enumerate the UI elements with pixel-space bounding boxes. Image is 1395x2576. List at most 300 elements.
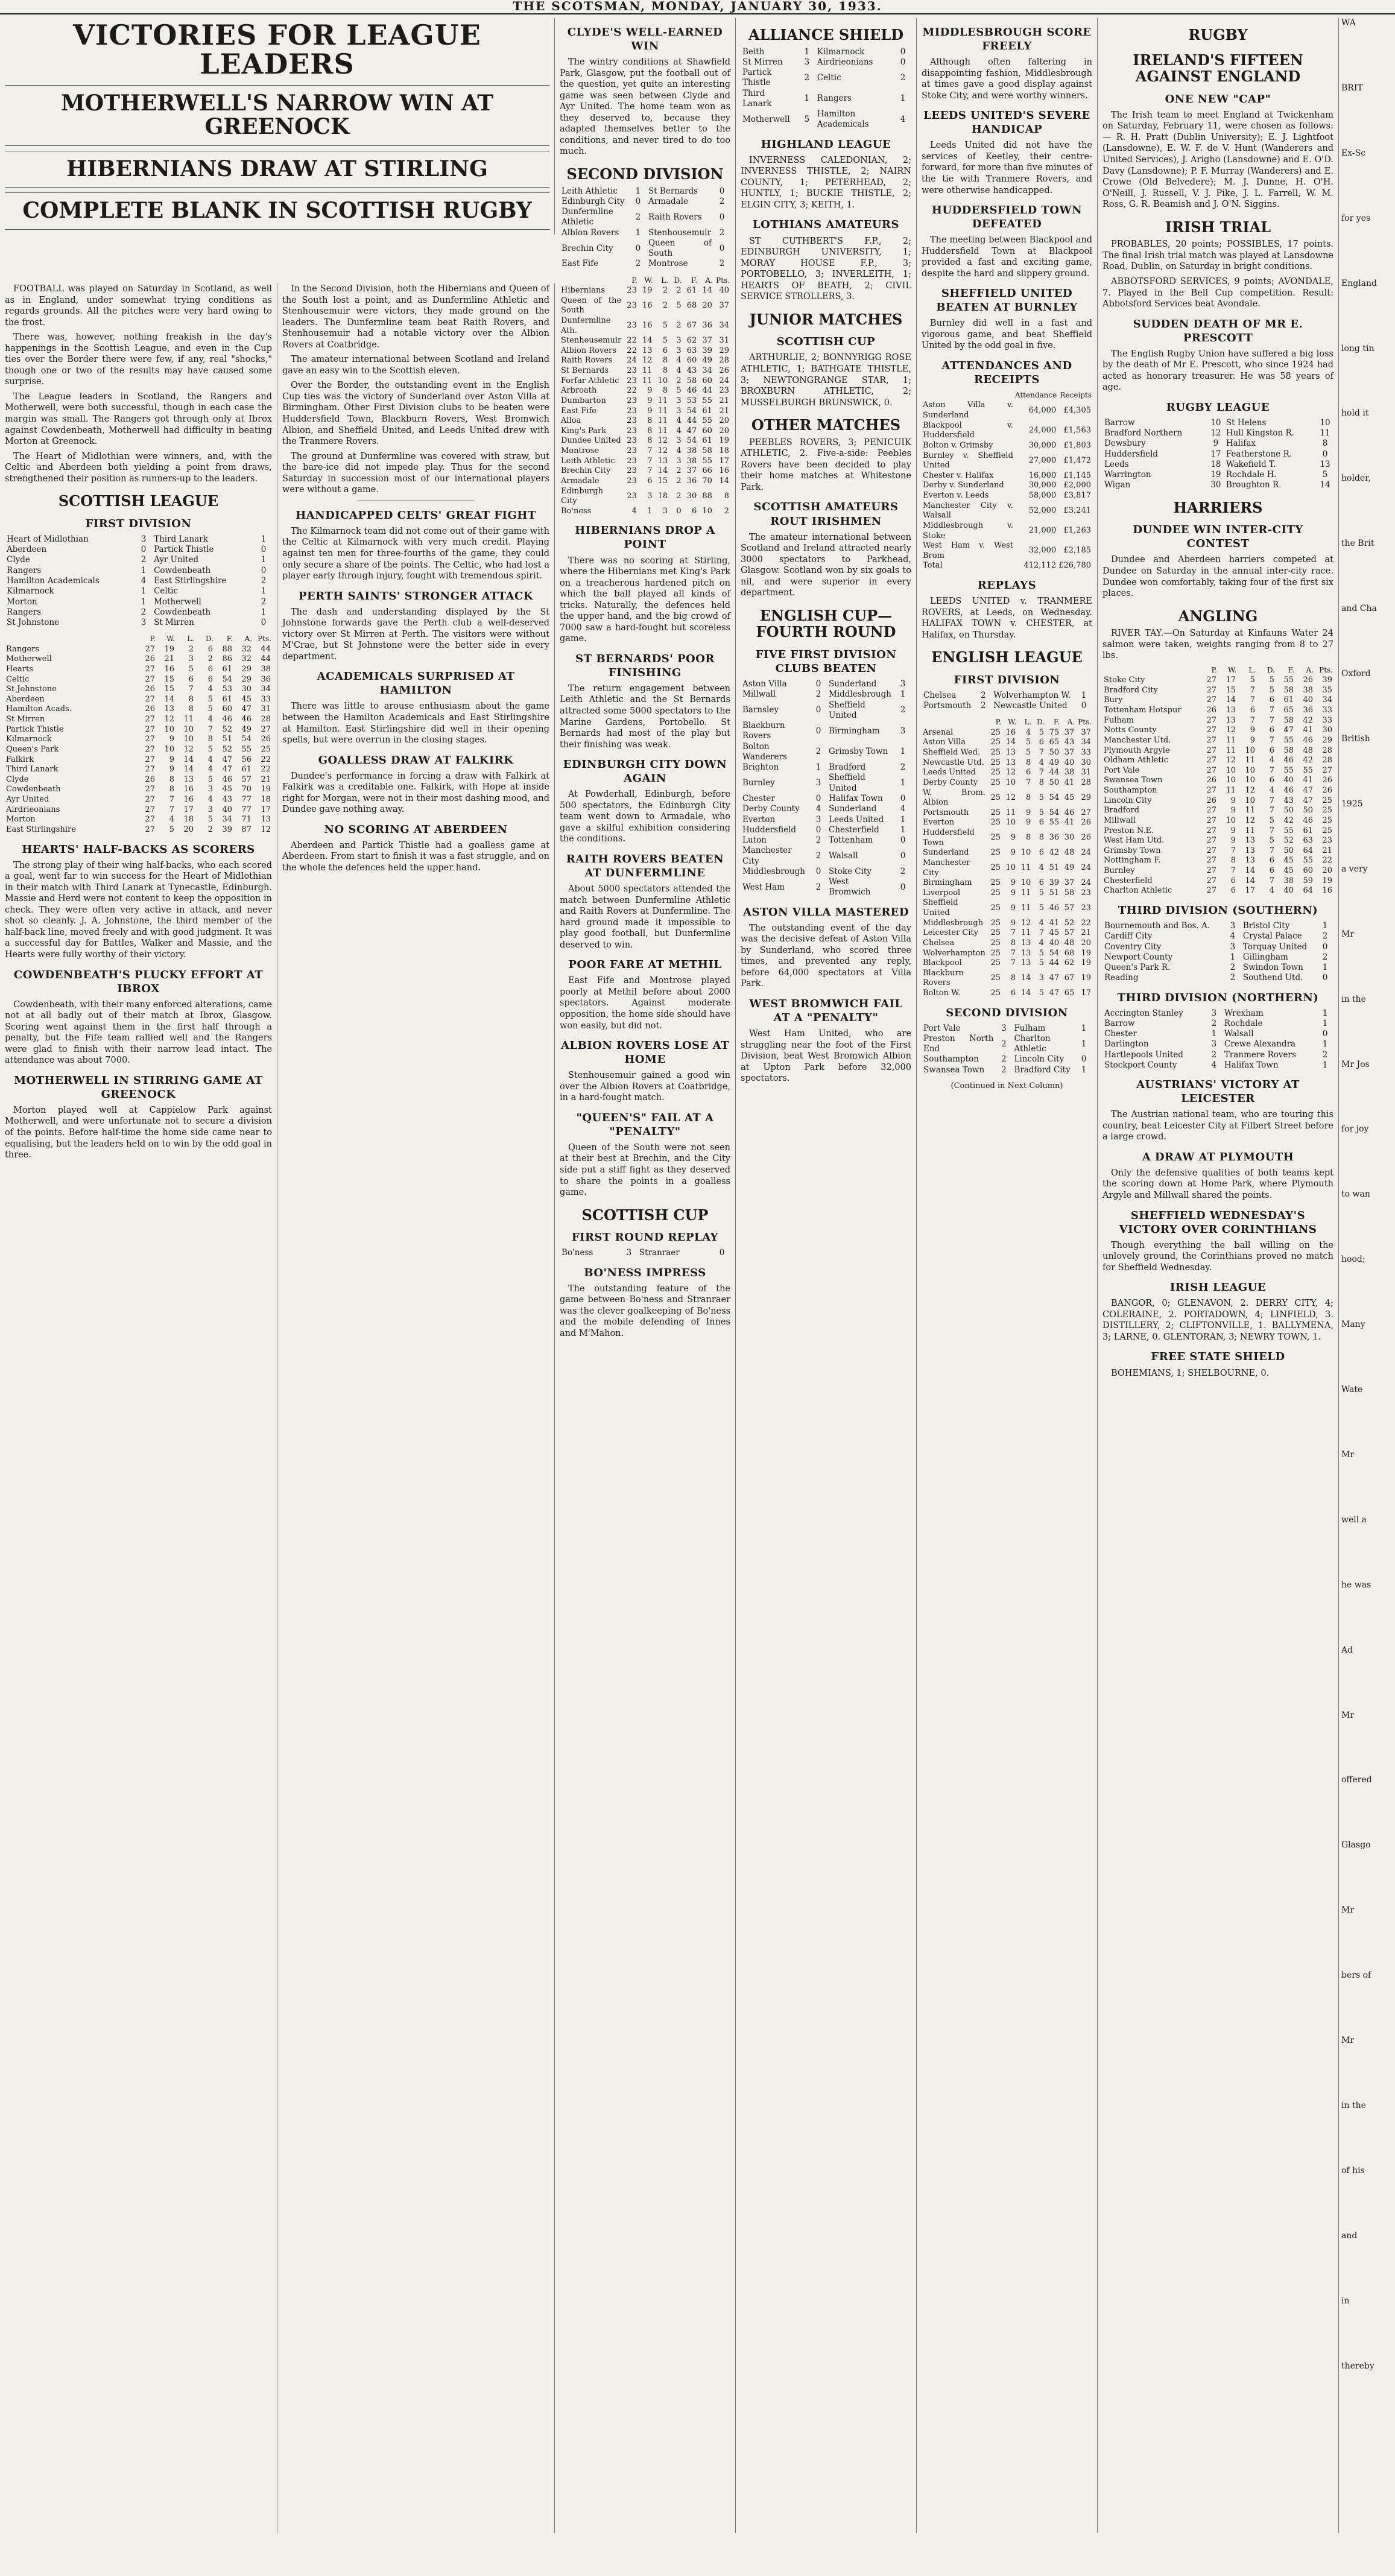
stat-cell: 58 [1283,745,1294,755]
stat-cell: 52,000 [1028,505,1057,515]
team-name: W. Brom. Albion [923,788,985,808]
sliver-line: in the [1341,994,1366,1004]
result-hs: 3 [1001,1023,1007,1033]
stat-cell: 22 [627,336,637,346]
result-row [922,1034,1092,1055]
result-hs: 2 [1230,973,1236,983]
team-name: Stoke City [1104,676,1145,685]
stat-cell: 4 [1039,918,1045,928]
stat-cell: £1,563 [1063,425,1091,435]
stat-cell: 54 [686,436,697,446]
second-div-table [1102,665,1333,896]
table-row [560,466,730,476]
stat-cell: 58 [702,446,712,456]
result-hs: 1 [1211,1029,1217,1039]
sliver-line: long tin [1341,343,1374,353]
stat-cell: 25 [261,744,271,754]
first-division-heading: FIRST DIVISION [85,517,192,530]
scottish-league-results [5,534,272,628]
table-row [5,755,272,765]
result-hs: 0 [141,545,147,555]
stat-cell: 9 [1230,796,1236,805]
result-as: 1 [1322,920,1328,931]
stat-cell: 60 [1303,866,1313,876]
stat-cell: 10 [164,744,174,754]
stat-cell: 55 [1283,826,1294,835]
stat-cell: 50 [1283,806,1294,815]
stat-cell: 21 [261,774,271,784]
table-row [1102,866,1333,876]
team-name: Raith Rovers [561,356,613,366]
team-name: Lincoln City [1104,796,1152,805]
team-name: Falkirk [6,755,34,764]
team-name: Middlesbrough [923,918,984,928]
stat-cell: 7 [1269,806,1274,815]
stat-cell: 2 [676,491,682,501]
stat-cell: 48 [1303,745,1313,755]
stat-cell: 15 [657,476,668,486]
stat-cell: 10 [1005,818,1016,828]
result-away: Armadale [648,196,689,206]
table-row [1102,816,1333,826]
stat-cell: 35 [1322,685,1332,695]
table-row [1102,876,1333,887]
result-hs: 0 [635,243,641,253]
team-name: Manchester Utd. [1104,735,1171,745]
stat-cell: 52 [1283,836,1294,846]
stat-cell: 19 [1081,973,1091,983]
result-hs: 1 [804,46,810,57]
stat-cell: 30,000 [1028,481,1057,490]
stat-cell: 4 [631,506,637,516]
result-row [741,815,911,825]
result-home: Swansea Town [923,1065,985,1075]
stat-cell: 7 [1250,685,1255,695]
team-name: Blackpool v. Huddersfield [923,420,1013,440]
harriers-heading: HARRIERS [1173,498,1263,516]
stat-cell: 75 [1049,727,1060,737]
result-hs: 0 [815,794,821,803]
stat-cell: 7 [1269,715,1274,725]
stat-cell: 25 [990,808,1001,817]
result-home: Coventry City [1104,941,1162,952]
westbrom-body: West Ham United, who are struggling near the foot of the First Division, beat West Bromwich Albion at Upton Park before 32,000 spectators. [741,1029,911,1084]
boness-body: The outstanding feature of the game between Bo'ness and Stranraer was the clever goalkeeping of Bo'ness and the mobile defending of Innes and M'Mahon. [560,1283,730,1338]
scottish-league-heading: SCOTTISH LEAGUE [58,492,219,510]
result-as: 0 [900,46,906,57]
result-home: Chester [742,794,775,803]
stat-cell: £2,185 [1063,546,1091,555]
stat-cell: 12 [1020,918,1031,928]
stat-cell: 9 [1010,918,1016,928]
stat-cell: 27 [145,715,155,724]
third-north-heading: THIRD DIVISION (NORTHERN) [1117,991,1319,1004]
stat-cell: 7 [647,456,653,466]
sliver-line: for yes [1341,213,1371,223]
amateur-heading: SCOTTISH AMATEURS ROUT IRISHMEN [753,501,899,528]
column-header: Pts. [258,635,271,644]
stat-cell: 11 [183,715,194,724]
stat-cell: 13 [1245,846,1255,855]
table-header [1102,665,1333,676]
sliver-line: England [1341,278,1378,288]
table-row [1102,846,1333,856]
stat-cell: 14 [657,466,668,476]
result-as: 2 [261,597,267,607]
result-as: 0 [1322,449,1328,459]
second-division-heading: SECOND DIVISION [566,165,724,183]
sliver-line: Mr Jos [1341,1059,1370,1069]
result-away: Gillingham [1242,952,1288,962]
team-name: St Johnstone [6,685,57,694]
result-away: Queen of South [648,238,712,259]
result-home: Reading [1104,973,1139,983]
result-home: Clyde [7,555,30,565]
stat-cell: 44 [1049,958,1060,968]
result-hs: 3 [626,1248,632,1258]
team-name: Burnley [1104,866,1135,876]
stat-cell: 61 [1283,695,1294,705]
aberdeen-heading: NO SCORING AT ABERDEEN [324,823,508,836]
result-away: Crystal Palace [1242,931,1302,941]
sliver-line: in the [1341,2101,1366,2110]
stat-cell: 25 [990,989,1001,998]
column-6 [1098,18,1339,2533]
stat-cell: 6 [1250,706,1255,715]
stat-cell: 12 [1245,815,1255,825]
stat-cell: 4 [207,755,213,764]
table-row [922,758,1092,768]
stat-cell: 10 [1005,863,1016,873]
celts-body: The Kilmarnock team did not come out of their game with the Celtic at Kilmarnock with very much credit. Playing against ten men for three-fourths of the game, they could only secure a share of the points. The Celtic, who had lost a player early through injury, fought with tremendous spirit. [282,526,549,581]
result-away: Airdrieonians [817,57,873,67]
sliver-line: bers of [1341,1970,1371,1981]
raith-heading: RAITH ROVERS BEATEN AT DUNFERMLINE [566,853,724,880]
result-row [741,762,911,773]
stat-cell: 32 [241,654,251,664]
stat-cell: 29 [719,346,729,355]
team-name: Grimsby Town [1104,846,1161,855]
stat-cell: 7 [647,466,653,476]
table-row [1102,726,1333,736]
team-name: Motherwell [6,654,52,664]
stat-cell: 4 [1025,727,1031,737]
hibs-heading: HIBERNIANS DROP A POINT [575,524,715,551]
team-name: East Stirlingshire [6,824,76,834]
stat-cell: 13 [657,456,668,466]
stat-cell: 46 [686,386,697,396]
table-row [922,878,1092,888]
result-away: Swindon Town [1242,963,1303,973]
result-row [560,228,730,238]
stat-cell: 43 [1064,738,1075,747]
result-row [741,877,911,898]
team-name: Bury [1104,695,1123,705]
stat-cell: 23 [1081,888,1091,897]
stat-cell: 4 [676,366,682,376]
table-row [922,949,1092,959]
result-hs: 1 [635,186,641,196]
stat-cell: 8 [1230,856,1236,866]
result-hs: 2 [815,850,821,861]
column-header: W. [1008,718,1017,727]
stat-cell: 7 [1010,958,1016,968]
stat-cell: 33 [1081,748,1091,758]
stat-cell: 6 [207,664,213,674]
result-as: 1 [900,689,906,700]
stat-cell: 50 [1283,846,1294,855]
stat-cell: 34 [702,366,712,376]
stat-cell: 13 [642,346,653,355]
result-hs: 2 [1001,1054,1007,1065]
stat-cell: 30 [686,491,697,501]
table-row [922,421,1092,441]
sliver-line: offered [1341,1775,1372,1785]
stat-cell: 46 [222,774,232,784]
leicester-body: The Austrian national team, who are touring this country, beat Leicester City at Filbert Street before a large crowd. [1102,1110,1333,1142]
team-name: Manchester City v. Walsall [923,501,1013,521]
team-name: Liverpool [923,888,961,897]
stat-cell: 10 [702,506,712,516]
table-row [560,446,730,457]
stat-cell: 34 [222,815,232,824]
table-row [5,775,272,785]
stat-cell: 25 [990,973,1001,983]
stat-cell: 24 [1081,848,1091,858]
result-as: 0 [719,186,725,196]
stat-cell: 38 [1283,876,1294,885]
result-home: Bradford Northern [1104,428,1183,438]
table-row [922,441,1092,451]
stat-cell: 44 [1049,768,1060,777]
column-header: Pts. [716,276,730,285]
result-away: St Bernards [648,186,698,196]
result-away: Birmingham [829,726,880,736]
team-name: Cowdenbeath [6,785,61,794]
stat-cell: 55 [702,416,712,426]
team-name: Blackburn Rovers [923,968,964,988]
stat-cell: 27 [145,765,155,774]
table-row [560,407,730,417]
result-away: East Stirlingshire [154,575,227,586]
stat-cell: 3 [676,406,682,416]
stat-cell: 16,000 [1028,470,1057,480]
result-away: Kilmarnock [817,46,865,57]
stat-cell: 54 [1049,793,1060,802]
team-name: Birmingham [923,878,972,888]
table-row [560,507,730,517]
result-as: 1 [900,814,906,824]
result-row [1102,470,1333,480]
english-league-results [922,691,1092,712]
sliver-line: he was [1341,1580,1371,1590]
stat-cell: 25 [990,818,1001,828]
stat-cell: 23 [627,376,637,385]
stat-cell: 14 [183,755,194,764]
team-name: Oldham Athletic [1104,756,1168,765]
column-header: P. [150,635,156,644]
stat-cell: 87 [241,824,251,834]
table-row [560,366,730,376]
result-hs: 2 [815,882,821,892]
sliver-line: holder, [1341,473,1371,484]
stat-cell: 7 [1010,948,1016,958]
result-home: Darlington [1104,1039,1149,1049]
stat-cell: 5 [1039,989,1045,998]
stat-cell: 10 [1005,777,1016,787]
stat-cell: 26 [145,654,155,664]
stat-cell: 54 [222,674,232,684]
sliver-line: Ad [1341,1645,1353,1655]
stat-cell: 58 [1064,888,1075,897]
stat-cell: 25 [1322,826,1332,835]
table-row [1102,716,1333,726]
result-row [5,597,272,607]
column-header: A. [244,635,252,644]
stat-cell: 2 [207,824,213,834]
stat-cell: 55 [1283,676,1294,685]
stat-cell: 5 [207,704,213,714]
result-home: Cardiff City [1104,931,1153,941]
result-as: 0 [1081,1054,1087,1065]
result-as: 2 [900,866,906,876]
result-away: Charlton Athletic [1014,1033,1051,1054]
result-hs: 3 [815,778,821,788]
result-home: Huddersfield [1104,449,1159,459]
result-away: Tranmere Rovers [1224,1049,1296,1060]
team-name: Sheffield Wed. [923,748,981,758]
stat-cell: 47 [1049,989,1060,998]
result-away: Raith Rovers [648,212,702,222]
result-row [741,742,911,763]
team-name: Morton [6,815,36,824]
stat-cell: 6 [1269,695,1274,705]
stat-cell: 6 [1025,768,1031,777]
stat-cell: 31 [1081,768,1091,777]
stat-cell: 5 [207,744,213,754]
team-name: Sunderland [923,848,969,858]
stat-cell: 4 [1269,786,1274,796]
stat-cell: 17 [1245,886,1255,896]
stat-cell: 25 [1322,815,1332,825]
stat-cell: 65 [1049,738,1060,747]
stat-cell: 25 [990,758,1001,767]
stat-cell: 15 [164,674,174,684]
result-hs: 4 [815,804,821,814]
irish-trial-body-2: ABBOTSFORD SERVICES, 9 points; AVONDALE, 7. Played in the Bell Cup competition. Result: Abbotsford Services beat Avondale. [1102,276,1333,309]
stat-cell: 57 [241,774,251,784]
leeds-heading: LEEDS UNITED'S SEVERE HANDICAP [923,109,1090,136]
stat-cell: 30 [241,685,251,694]
wednesday-body: Though everything the ball willing on the unlovely ground, the Corinthians proved no match for Sheffield Wednesday. [1102,1240,1333,1273]
stat-cell: 11 [1226,786,1236,796]
table-row [922,471,1092,481]
table-row [5,815,272,825]
team-name: Hamilton Acads. [6,704,72,714]
team-name: Alloa [561,416,581,426]
stat-cell: 27 [1206,726,1216,735]
table-row [922,938,1092,949]
stat-cell: 46 [1303,735,1313,745]
result-as: 1 [900,747,906,757]
attendances-heading: ATTENDANCES AND RECEIPTS [941,359,1072,387]
stat-cell: 5 [1025,738,1031,747]
stat-cell: 34 [1081,738,1091,747]
result-home: Stockport County [1104,1060,1177,1070]
column-header: F. [1288,665,1294,674]
column-header: A. [705,276,713,285]
result-hs: 4 [141,575,147,586]
stat-cell: 27 [1322,765,1332,775]
table-row [922,400,1092,420]
stat-cell: 22 [261,755,271,764]
stat-cell: 20 [1322,866,1332,876]
team-name: Tottenham Hotspur [1104,706,1181,715]
result-away: Halifax [1226,438,1256,449]
stat-cell: 41 [1049,918,1060,928]
junior-sub: SCOTTISH CUP [776,335,876,349]
stat-cell: 14 [164,694,174,704]
result-home: Chester [1104,1029,1137,1039]
stat-cell: 22 [627,386,637,396]
table-row [922,989,1092,999]
stat-cell: 70 [241,785,251,794]
stat-cell: 67 [686,321,697,331]
stat-cell: 55 [1049,818,1060,828]
table-row [5,795,272,805]
stat-cell: 8 [1025,758,1031,767]
stat-cell: 22 [1322,856,1332,866]
stat-cell: 40 [1283,776,1294,785]
result-hs: 2 [635,212,641,222]
stat-cell: 25 [990,888,1001,897]
stat-cell: 19 [164,644,174,654]
stat-cell: 27 [1206,756,1216,765]
stat-cell: 45 [222,785,232,794]
stat-cell: 3 [207,785,213,794]
result-hs: 3 [1211,1039,1217,1049]
result-home: Millwall [742,689,776,700]
stat-cell: 46 [1283,756,1294,765]
stat-cell: 13 [1005,758,1016,767]
stat-cell: 9 [1250,726,1255,735]
stat-cell: 16 [719,466,729,476]
result-away: Celtic [154,586,179,597]
result-row [1102,480,1333,490]
stat-cell: 9 [1010,888,1016,897]
table-header [5,634,272,644]
sliver-line: the Brit [1341,539,1374,549]
stat-cell: 29 [241,674,251,684]
stat-cell: 40 [719,286,729,296]
table-row [1102,766,1333,776]
result-home: Motherwell [742,114,790,124]
team-name: Bolton W. [923,989,961,998]
stat-cell: 5 [1039,888,1045,897]
stat-cell: 49 [702,356,712,366]
result-away: Rochdale H. [1226,470,1277,480]
stat-cell: 8 [1025,833,1031,843]
team-name: Everton v. Leeds [923,491,989,501]
result-hs: 4 [1211,1060,1217,1070]
result-hs: 3 [804,57,810,67]
result-row [1102,1019,1333,1029]
team-name: King's Park [561,426,606,435]
result-row [1102,418,1333,428]
team-name: Chester v. Halifax [923,470,994,480]
table-row [1102,686,1333,696]
new-cap: ONE NEW "CAP" [1165,92,1271,106]
